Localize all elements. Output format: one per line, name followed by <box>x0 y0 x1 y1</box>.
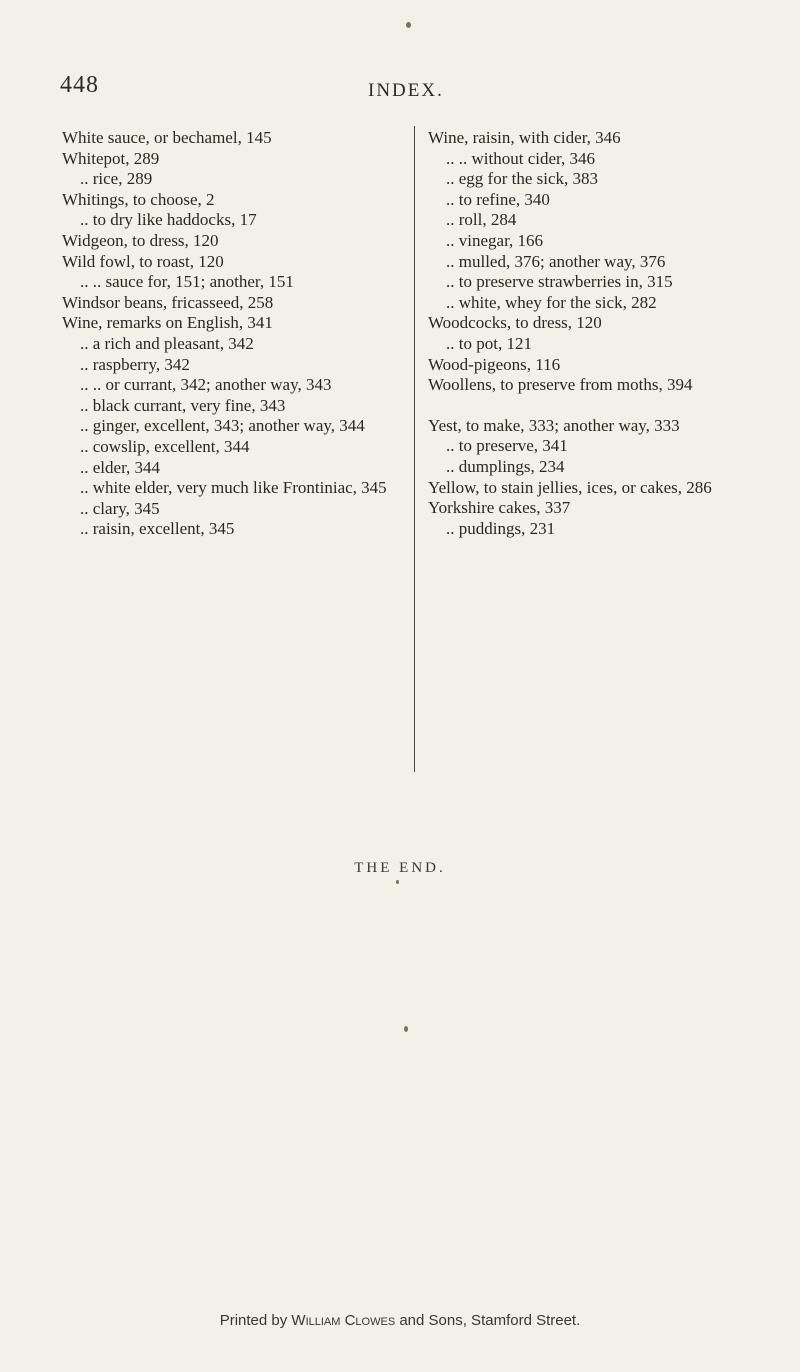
index-entry: Woodcocks, to dress, 120 <box>428 313 602 333</box>
index-entry: Woollens, to preserve from moths, 394 <box>428 375 693 395</box>
index-entry: .. white elder, very much like Frontiniac, 345 <box>80 478 387 498</box>
index-entry: .. to preserve, 341 <box>446 436 568 456</box>
index-entry: Yellow, to stain jellies, ices, or cakes, 286 <box>428 477 712 497</box>
index-entry: .. .. or currant, 342; another way, 343 <box>80 375 332 395</box>
column-divider <box>414 126 415 772</box>
index-entry: .. puddings, 231 <box>446 518 556 538</box>
index-entry: .. vinegar, 166 <box>446 230 544 250</box>
index-entry: Wild fowl, to roast, 120 <box>62 251 224 271</box>
index-entry: .. egg for the sick, 383 <box>446 169 599 189</box>
imprint-name: William Clowes <box>291 1312 396 1329</box>
index-entry: .. raisin, excellent, 345 <box>80 519 235 539</box>
index-entry: .. ginger, excellent, 343; another way, 344 <box>80 416 365 436</box>
index-entry: Whitings, to choose, 2 <box>62 189 215 209</box>
index-entry: .. to dry like haddocks, 17 <box>80 210 257 230</box>
index-entry: .. to pot, 121 <box>446 333 532 353</box>
index-entry: .. raspberry, 342 <box>80 354 190 374</box>
scan-speck <box>396 880 399 884</box>
index-entry: Whitepot, 289 <box>62 148 160 168</box>
index-entry: .. elder, 344 <box>80 457 161 477</box>
index-entry: Windsor beans, fricasseed, 258 <box>62 292 274 312</box>
page-number: 448 <box>60 72 99 98</box>
index-entry: .. black currant, very fine, 343 <box>80 395 286 415</box>
scan-speck <box>404 1026 408 1032</box>
index-entry: Wine, remarks on English, 341 <box>62 313 273 333</box>
index-entry: .. mulled, 376; another way, 376 <box>446 251 666 271</box>
index-entry: .. a rich and pleasant, 342 <box>80 333 254 353</box>
index-entry: .. clary, 345 <box>80 498 160 518</box>
index-entry: Yorkshire cakes, 337 <box>428 498 571 518</box>
index-entry: .. rice, 289 <box>80 169 153 189</box>
index-entry: Widgeon, to dress, 120 <box>62 230 219 250</box>
imprint-prefix: Printed by <box>219 1312 292 1329</box>
index-entry: Wine, raisin, with cider, 346 <box>428 128 621 147</box>
scan-speck <box>406 22 411 28</box>
index-entry: Yest, to make, 333; another way, 333 <box>428 415 680 435</box>
index-entry: .. cowslip, excellent, 344 <box>80 436 250 456</box>
index-entry: .. to refine, 340 <box>446 189 550 209</box>
index-entry: Wood-pigeons, 116 <box>428 354 561 374</box>
index-entry: .. white, whey for the sick, 282 <box>446 292 657 312</box>
imprint-suffix: and Sons, Stamford Street. <box>395 1312 581 1329</box>
index-column-right <box>428 128 773 539</box>
the-end-label: THE END. <box>354 860 446 876</box>
index-entry: .. .. without cider, 346 <box>446 148 595 168</box>
index-entry: .. dumplings, 234 <box>446 456 565 476</box>
index-entry: White sauce, or bechamel, 145 <box>62 128 272 147</box>
index-column-left <box>62 128 407 540</box>
index-entry: .. .. sauce for, 151; another, 151 <box>80 272 294 292</box>
running-head: INDEX. <box>368 80 444 101</box>
index-entry: .. roll, 284 <box>446 210 517 230</box>
index-entry: .. to preserve strawberries in, 315 <box>446 272 673 292</box>
printer-imprint <box>0 1312 800 1329</box>
